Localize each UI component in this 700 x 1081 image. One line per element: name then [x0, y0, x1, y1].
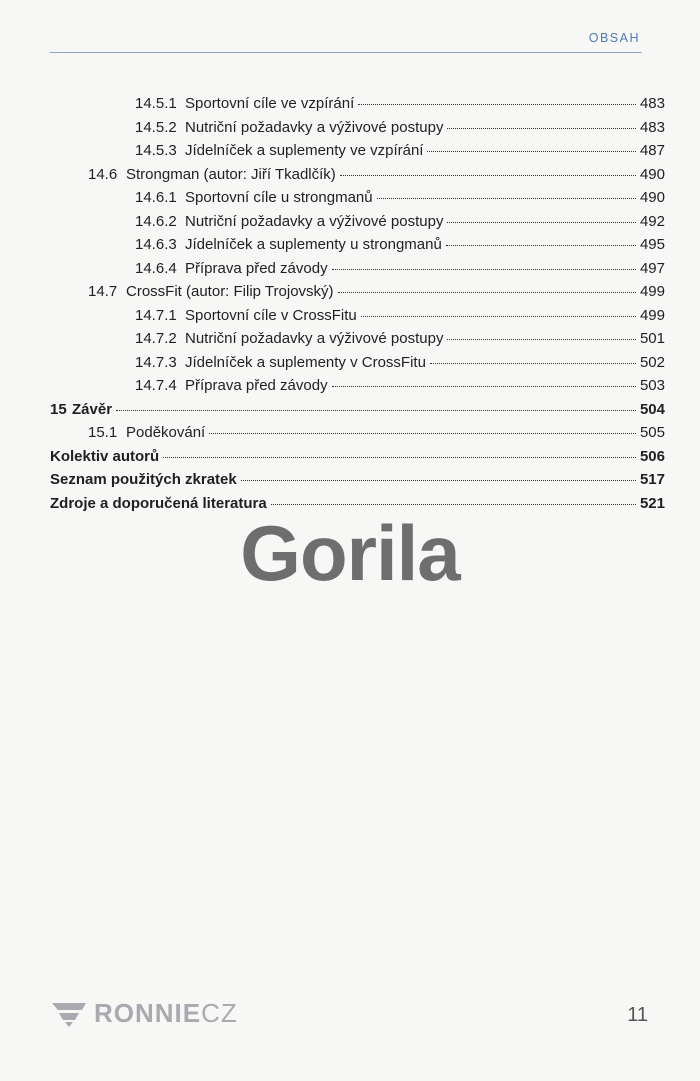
toc-entry-page: 517	[639, 471, 665, 488]
toc-entry-title: Jídelníček a suplementy u strongmanů	[185, 236, 442, 253]
dot-leader	[447, 113, 636, 129]
toc-entry-number: 14.5.3	[135, 142, 177, 159]
toc-entry-title: Jídelníček a suplementy ve vzpírání	[185, 142, 424, 159]
running-header	[50, 28, 642, 53]
toc-entry-title: Nutriční požadavky a výživové postupy	[185, 119, 444, 136]
toc-entry-number: 14.5.2	[135, 119, 177, 136]
toc-entry-title: Sportovní cíle v CrossFitu	[185, 307, 357, 324]
toc-entry	[135, 327, 665, 350]
toc-entry-title: Příprava před závody	[185, 377, 328, 394]
toc-entry-page: 499	[639, 283, 665, 300]
dot-leader	[241, 465, 636, 481]
toc-entry-number: 14.7.4	[135, 377, 177, 394]
toc-entry-title: Kolektiv autorů	[50, 448, 160, 465]
dot-leader	[447, 324, 636, 340]
toc-entry	[88, 421, 665, 444]
dot-leader	[427, 136, 636, 152]
toc-entry-title: Seznam použitých zkratek	[50, 471, 237, 488]
page-number: 11	[627, 1004, 648, 1026]
toc-entry-page: 490	[639, 189, 665, 206]
toc-entry-number: 14.6.3	[135, 236, 177, 253]
toc-entry-page: 492	[639, 213, 665, 230]
publisher-logo	[52, 998, 238, 1029]
toc-entry-page: 499	[639, 307, 665, 324]
toc-entry-title: Jídelníček a suplementy v CrossFitu	[185, 354, 426, 371]
toc-entry-title: Závěr	[72, 401, 113, 418]
toc-entry-page: 521	[639, 495, 665, 512]
toc-entry-title: Nutriční požadavky a výživové postupy	[185, 330, 444, 347]
toc-entry	[50, 468, 665, 491]
toc-entry-page: 501	[639, 330, 665, 347]
toc-entry-number: 14.7.1	[135, 307, 177, 324]
dot-leader	[446, 230, 636, 246]
watermark: Gorila	[240, 509, 460, 597]
toc-entry-page: 483	[639, 119, 665, 136]
toc-entry-title: Strongman (autor: Jiří Tkadlčík)	[126, 166, 336, 183]
toc-entry-page: 506	[639, 448, 665, 465]
toc-entry-title: Poděkování	[126, 424, 206, 441]
toc-entry	[135, 186, 665, 209]
dot-leader	[209, 418, 636, 434]
section-label: OBSAH	[588, 31, 640, 45]
dot-leader	[447, 207, 636, 223]
toc-entry-page: 505	[639, 424, 665, 441]
logo-wordmark: RONNIECZ	[94, 998, 238, 1028]
toc-entry-number: 14.6.1	[135, 189, 177, 206]
dot-leader	[116, 395, 636, 411]
toc-entry	[135, 139, 665, 162]
toc-entry	[135, 374, 665, 397]
dot-leader	[332, 371, 636, 387]
dot-leader	[332, 254, 636, 270]
dot-leader	[340, 160, 636, 176]
toc-entry-number: 15.1	[88, 424, 118, 441]
toc-entry-page: 483	[639, 95, 665, 112]
toc-entry-number: 14.7	[88, 283, 118, 300]
toc-entry-page: 504	[639, 401, 665, 418]
toc-entry-number: 14.6	[88, 166, 118, 183]
toc-entry-number: 14.5.1	[135, 95, 177, 112]
toc-entry-title: Sportovní cíle ve vzpírání	[185, 95, 355, 112]
toc-entry-page: 487	[639, 142, 665, 159]
toc-entry-number: 14.6.4	[135, 260, 177, 277]
dot-leader	[271, 489, 636, 505]
toc-entry-page: 502	[639, 354, 665, 371]
toc-entry-number: 14.7.3	[135, 354, 177, 371]
toc-entry	[135, 92, 665, 115]
toc-entry-title: Příprava před závody	[185, 260, 328, 277]
toc-entry-title: Zdroje a doporučená literatura	[50, 495, 267, 512]
toc-entry-number: 15	[50, 401, 67, 418]
toc-entry	[88, 280, 665, 303]
toc-entry-number: 14.6.2	[135, 213, 177, 230]
dot-leader	[358, 89, 636, 105]
toc-entry-title: CrossFit (autor: Filip Trojovský)	[126, 283, 334, 300]
dot-leader	[338, 277, 636, 293]
ronnie-emblem-icon	[52, 1001, 86, 1027]
toc-entry-page: 497	[639, 260, 665, 277]
toc-entry-title: Sportovní cíle u strongmanů	[185, 189, 373, 206]
dot-leader	[163, 442, 636, 458]
toc-entry-title: Nutriční požadavky a výživové postupy	[185, 213, 444, 230]
dot-leader	[430, 348, 636, 364]
dot-leader	[377, 183, 636, 199]
toc-entry-page: 503	[639, 377, 665, 394]
toc-entry-page: 490	[639, 166, 665, 183]
dot-leader	[361, 301, 636, 317]
toc-entry	[135, 233, 665, 256]
toc-entry-page: 495	[639, 236, 665, 253]
toc-entry-number: 14.7.2	[135, 330, 177, 347]
